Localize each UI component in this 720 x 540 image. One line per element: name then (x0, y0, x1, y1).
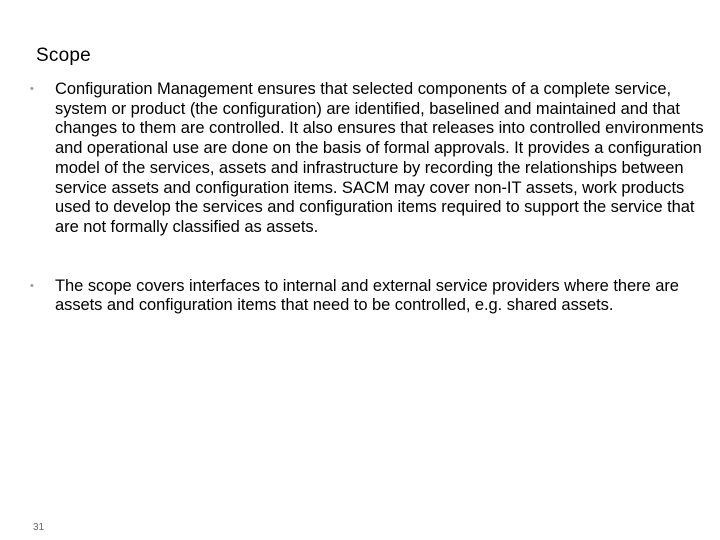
bullet-text: Configuration Management ensures that selected components of a complete service, system or product (the configuration) are identified, baselined and maintained and that changes to them are controlled. It also ensures that releases into controlled environments and operational use are done on the basis of formal approvals. It provides a configuration model of the services, assets and infrastructure by recording the relationships between service assets and configuration items. SACM may cover non-IT assets, work products used to develop the services and configuration items required to support the service that are not formally classified as assets. (55, 80, 704, 236)
bullet-item (30, 277, 720, 316)
bullet-marker: • (30, 279, 34, 292)
page-number: 31 (33, 522, 45, 533)
slide-title: Scope (36, 45, 91, 66)
bullet-item (30, 80, 720, 238)
bullet-list (30, 80, 720, 316)
bullet-text: The scope covers interfaces to internal and external service providers where there are assets and configuration items that need to be controlled, e.g. shared assets. (55, 276, 679, 315)
bullet-marker: • (30, 83, 34, 95)
